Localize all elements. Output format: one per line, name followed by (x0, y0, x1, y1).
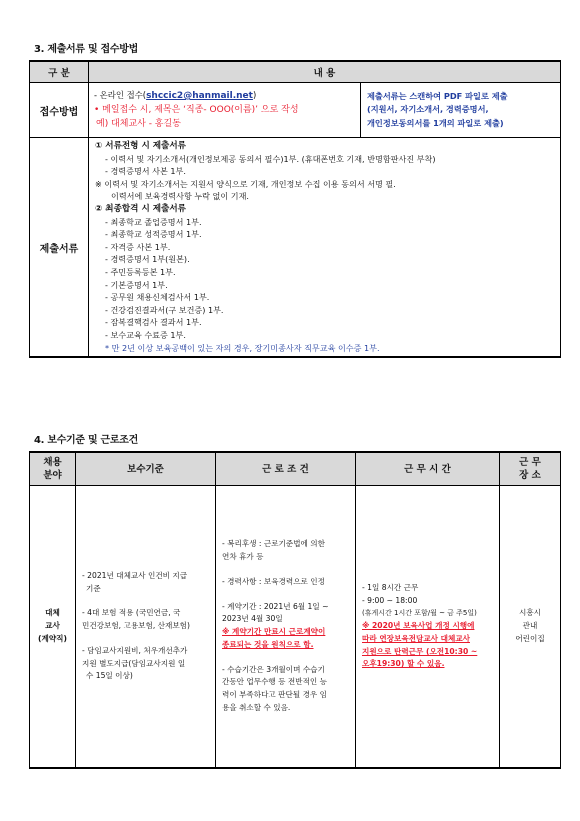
header-content: 내 용 (89, 61, 561, 83)
section-3-title: 3. 제출서류 및 접수방법 (34, 44, 138, 55)
pay-line: - 2021년 대체교사 인건비 지급 (82, 570, 188, 580)
docs-stage2-note: * 만 2년 이상 보육공백이 있는 자의 경우, 장기미종사자 직무교육 이수증 1부. (105, 342, 380, 353)
docs-stage1-title: ① 서류전형 시 제출서류 (95, 141, 186, 151)
header-field-line: 분야 (43, 470, 62, 481)
table-row (30, 486, 561, 769)
list-item: - 공무원 채용신체검사서 1부. (105, 292, 210, 303)
conditions-table (29, 451, 561, 769)
hours-note: 오후19:30) 할 수 있음. (362, 659, 445, 669)
header-place (500, 452, 561, 486)
online-suffix: ) (252, 90, 257, 100)
list-item: - 이력서 및 자기소개서(개인정보제공 동의서 필수)1부. (휴대폰번호 기재, 반명함판사진 부착) (105, 153, 436, 164)
conditions-line: - 경력사항 : 보육경력으로 인정 (222, 576, 325, 586)
method-note-line: 개인정보동의서를 1개의 파일로 제출) (367, 117, 504, 128)
pay-cell (76, 486, 216, 769)
pay-line: - 4대 보험 적용 (국민연금, 국 (82, 608, 181, 618)
hours-line: - 1일 8시간 근무 (362, 582, 419, 592)
header-field (30, 452, 76, 486)
pay-line: 수 15일 이상) (86, 671, 133, 681)
method-note-line: 제출서류는 스캔하여 PDF 파일로 제출 (367, 90, 508, 101)
email-subject-example: 예) 대체교사 - 홍길동 (96, 119, 181, 129)
docs-stage1-note: 이력서에 보육경력사항 누락 없이 기재. (111, 191, 249, 202)
header-pay: 보수기준 (76, 452, 216, 486)
list-item: - 보수교육 수료증 1부. (105, 329, 186, 340)
contract-note: ※ 계약기간 만료시 근로계약이 (222, 627, 326, 637)
conditions-line: - 수습기간은 3개월이며 수습기 (222, 664, 325, 674)
docs-stage2-title: ② 최종합격 시 제출서류 (95, 203, 186, 214)
method-note (361, 83, 561, 138)
list-item: - 건강검진결과서(구 보건증) 1부. (105, 304, 224, 315)
pay-line: 지원 별도지급(담임교사지원 일 (82, 658, 186, 668)
pay-line: 기준 (86, 583, 101, 593)
table-header-row (30, 61, 561, 83)
conditions-line: - 복리후생 : 근로기준법에 의한 (222, 539, 325, 549)
list-item: - 자격증 사본 1부. (105, 241, 171, 252)
conditions-line: 용을 취소할 수 있음. (222, 703, 291, 713)
hours-note: 지원으로 탄력근무 (오전10:30 ~ (362, 646, 478, 656)
docs-row (30, 138, 561, 358)
documents-table (29, 60, 561, 358)
email-link[interactable]: shccic2@hanmail.net (146, 91, 253, 101)
docs-label: 제출서류 (30, 138, 89, 358)
header-place-line: 근 무 (519, 457, 541, 468)
method-detail (89, 83, 361, 138)
conditions-line: 간동안 업무수행 등 전반적인 능 (222, 677, 328, 687)
header-hours: 근 무 시 간 (356, 452, 500, 486)
list-item: - 기본증명서 1부. (105, 279, 168, 290)
field-line: 교사 (45, 621, 60, 631)
table-header-row (30, 452, 561, 486)
list-item: - 경력증명서 사본 1부. (105, 166, 186, 177)
docs-stage1-note: ※ 이력서 및 자기소개서는 지원서 양식으로 기재, 개인정보 수집 이용 동의서 서명 필. (95, 178, 396, 189)
header-category: 구 분 (30, 61, 89, 83)
field-cell (30, 486, 76, 769)
place-line: 관내 (522, 621, 538, 631)
header-place-line: 장 소 (519, 470, 541, 481)
conditions-line: - 계약기간 : 2021년 6월 1일 ~ (222, 601, 329, 611)
section-4-title: 4. 보수기준 및 근로조건 (34, 435, 138, 446)
hours-note: ※ 2020년 보육사업 개정 시행에 (362, 621, 475, 631)
method-label: 접수방법 (30, 83, 89, 138)
conditions-line: 2023년 4월 30일 (222, 614, 283, 624)
method-row (30, 83, 561, 138)
list-item: - 최종학교 성적증명서 1부. (105, 229, 202, 240)
email-subject-rule: • 메일접수 시, 제목은 ‘직종- OOO(이름)’ 으로 작성 (94, 105, 299, 115)
place-line: 시흥시 (518, 608, 541, 618)
method-note-line: (지원서, 자기소개서, 경력증명서, (367, 104, 489, 115)
hours-note: 따라 연장보육전담교사 대체교사 (362, 633, 470, 643)
hours-cell (356, 486, 500, 769)
contract-note: 종료되는 것을 원칙으로 함. (222, 639, 314, 649)
list-item: - 주민등록등본 1부. (105, 266, 176, 277)
header-field-line: 채용 (43, 457, 62, 468)
pay-line: 민건강보험, 고용보험, 산재보험) (82, 621, 190, 631)
field-line: 대체 (45, 608, 60, 618)
header-conditions: 근 로 조 건 (216, 452, 356, 486)
conditions-cell (216, 486, 356, 769)
pay-line: - 담임교사지원비, 처우개선추가 (82, 645, 188, 655)
place-line: 어린이집 (515, 633, 545, 643)
hours-line: (휴게시간 1시간 포함/월 ~ 금 주5일) (362, 609, 477, 618)
place-cell (500, 486, 561, 769)
online-line (94, 89, 356, 103)
field-line: (계약직) (38, 633, 67, 643)
list-item: - 경력증명서 1부(원본). (105, 254, 190, 265)
list-item: - 잠복결핵검사 결과서 1부. (105, 317, 202, 328)
list-item: - 최종학교 졸업증명서 1부. (105, 216, 202, 227)
online-prefix: - 온라인 접수( (94, 90, 147, 100)
docs-detail (89, 138, 561, 358)
conditions-line: 력이 부족하다고 판단될 경우 임 (222, 690, 328, 700)
conditions-line: 연차 휴가 등 (222, 551, 264, 561)
hours-line: - 9:00 ~ 18:00 (362, 595, 418, 605)
